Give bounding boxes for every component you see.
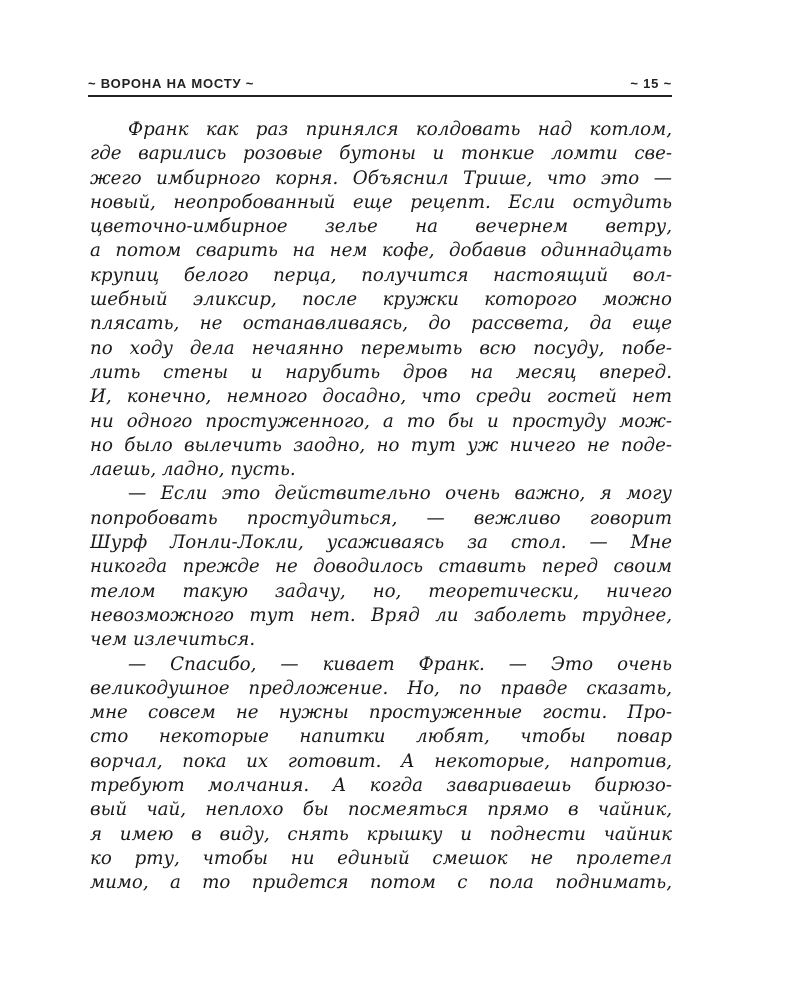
- body-text: [90, 118, 672, 896]
- text-line: лаешь, ладно, пусть.: [90, 459, 296, 481]
- text-line: мимо, а то придется потом с пола поднимать,: [90, 872, 672, 894]
- text-line: ворчал, пока их готовит. А некоторые, напротив,: [90, 750, 672, 772]
- text-line: вый чай, неплохо бы посмеяться прямо в чайник,: [90, 799, 672, 821]
- text-line: плясать, не останавливаясь, до рассвета, да еще: [90, 313, 672, 335]
- text-line: ни одного простуженного, а то бы и простуду мож-: [90, 410, 672, 432]
- text-line: но было вылечить заодно, но тут уж ничего не поде-: [90, 434, 672, 456]
- text-line: попробовать простудиться, — вежливо говорит: [90, 507, 672, 529]
- text-line: цветочно-имбирное зелье на вечернем ветру,: [90, 216, 672, 238]
- text-line: мне совсем не нужны простуженные гости. Про-: [90, 702, 672, 724]
- text-line: ко рту, чтобы ни единый смешок не пролетел: [90, 847, 672, 869]
- text-line: по ходу дела нечаянно перемыть всю посуду, побе-: [90, 337, 672, 359]
- text-line: а потом сварить на нем кофе, добавив одиннадцать: [90, 240, 672, 262]
- text-line: великодушное предложение. Но, по правде сказать,: [90, 677, 672, 699]
- text-line: — Спасибо, — кивает Франк. — Это очень: [128, 653, 672, 675]
- text-line: невозможного тут нет. Вряд ли заболеть труднее,: [90, 604, 672, 626]
- text-line: лить стены и нарубить дров на месяц вперед.: [90, 361, 672, 383]
- page-number: ~ 15 ~: [630, 76, 672, 91]
- running-title: ~ ВОРОНА НА МОСТУ ~: [88, 76, 255, 91]
- text-line: сто некоторые напитки любят, чтобы повар: [90, 726, 672, 748]
- text-line: телом такую задачу, но, теоретически, ничего: [90, 580, 672, 602]
- running-header: [88, 76, 672, 92]
- text-line: И, конечно, немного досадно, что среди гостей нет: [90, 386, 672, 408]
- text-line: чем излечиться.: [90, 629, 256, 651]
- text-line: требуют молчания. А когда завариваешь бирюзо-: [90, 775, 672, 797]
- text-line: Шурф Лонли-Локли, усаживаясь за стол. — Мне: [90, 532, 672, 554]
- text-line: новый, неопробованный еще рецепт. Если остудить: [90, 191, 672, 213]
- text-line: шебный эликсир, после кружки которого можно: [90, 289, 672, 311]
- text-line: никогда прежде не доводилось ставить перед своим: [90, 556, 672, 578]
- text-line: — Если это действительно очень важно, я могу: [128, 483, 672, 505]
- text-line: где варились розовые бутоны и тонкие ломти све-: [90, 143, 672, 165]
- text-line: жего имбирного корня. Объяснил Трише, что это —: [90, 167, 672, 189]
- header-rule: [88, 95, 672, 97]
- text-line: крупиц белого перца, получится настоящий вол-: [90, 264, 672, 286]
- text-line: я имею в виду, снять крышку и поднести чайник: [90, 823, 672, 845]
- text-line: Франк как раз принялся колдовать над котлом,: [128, 119, 672, 140]
